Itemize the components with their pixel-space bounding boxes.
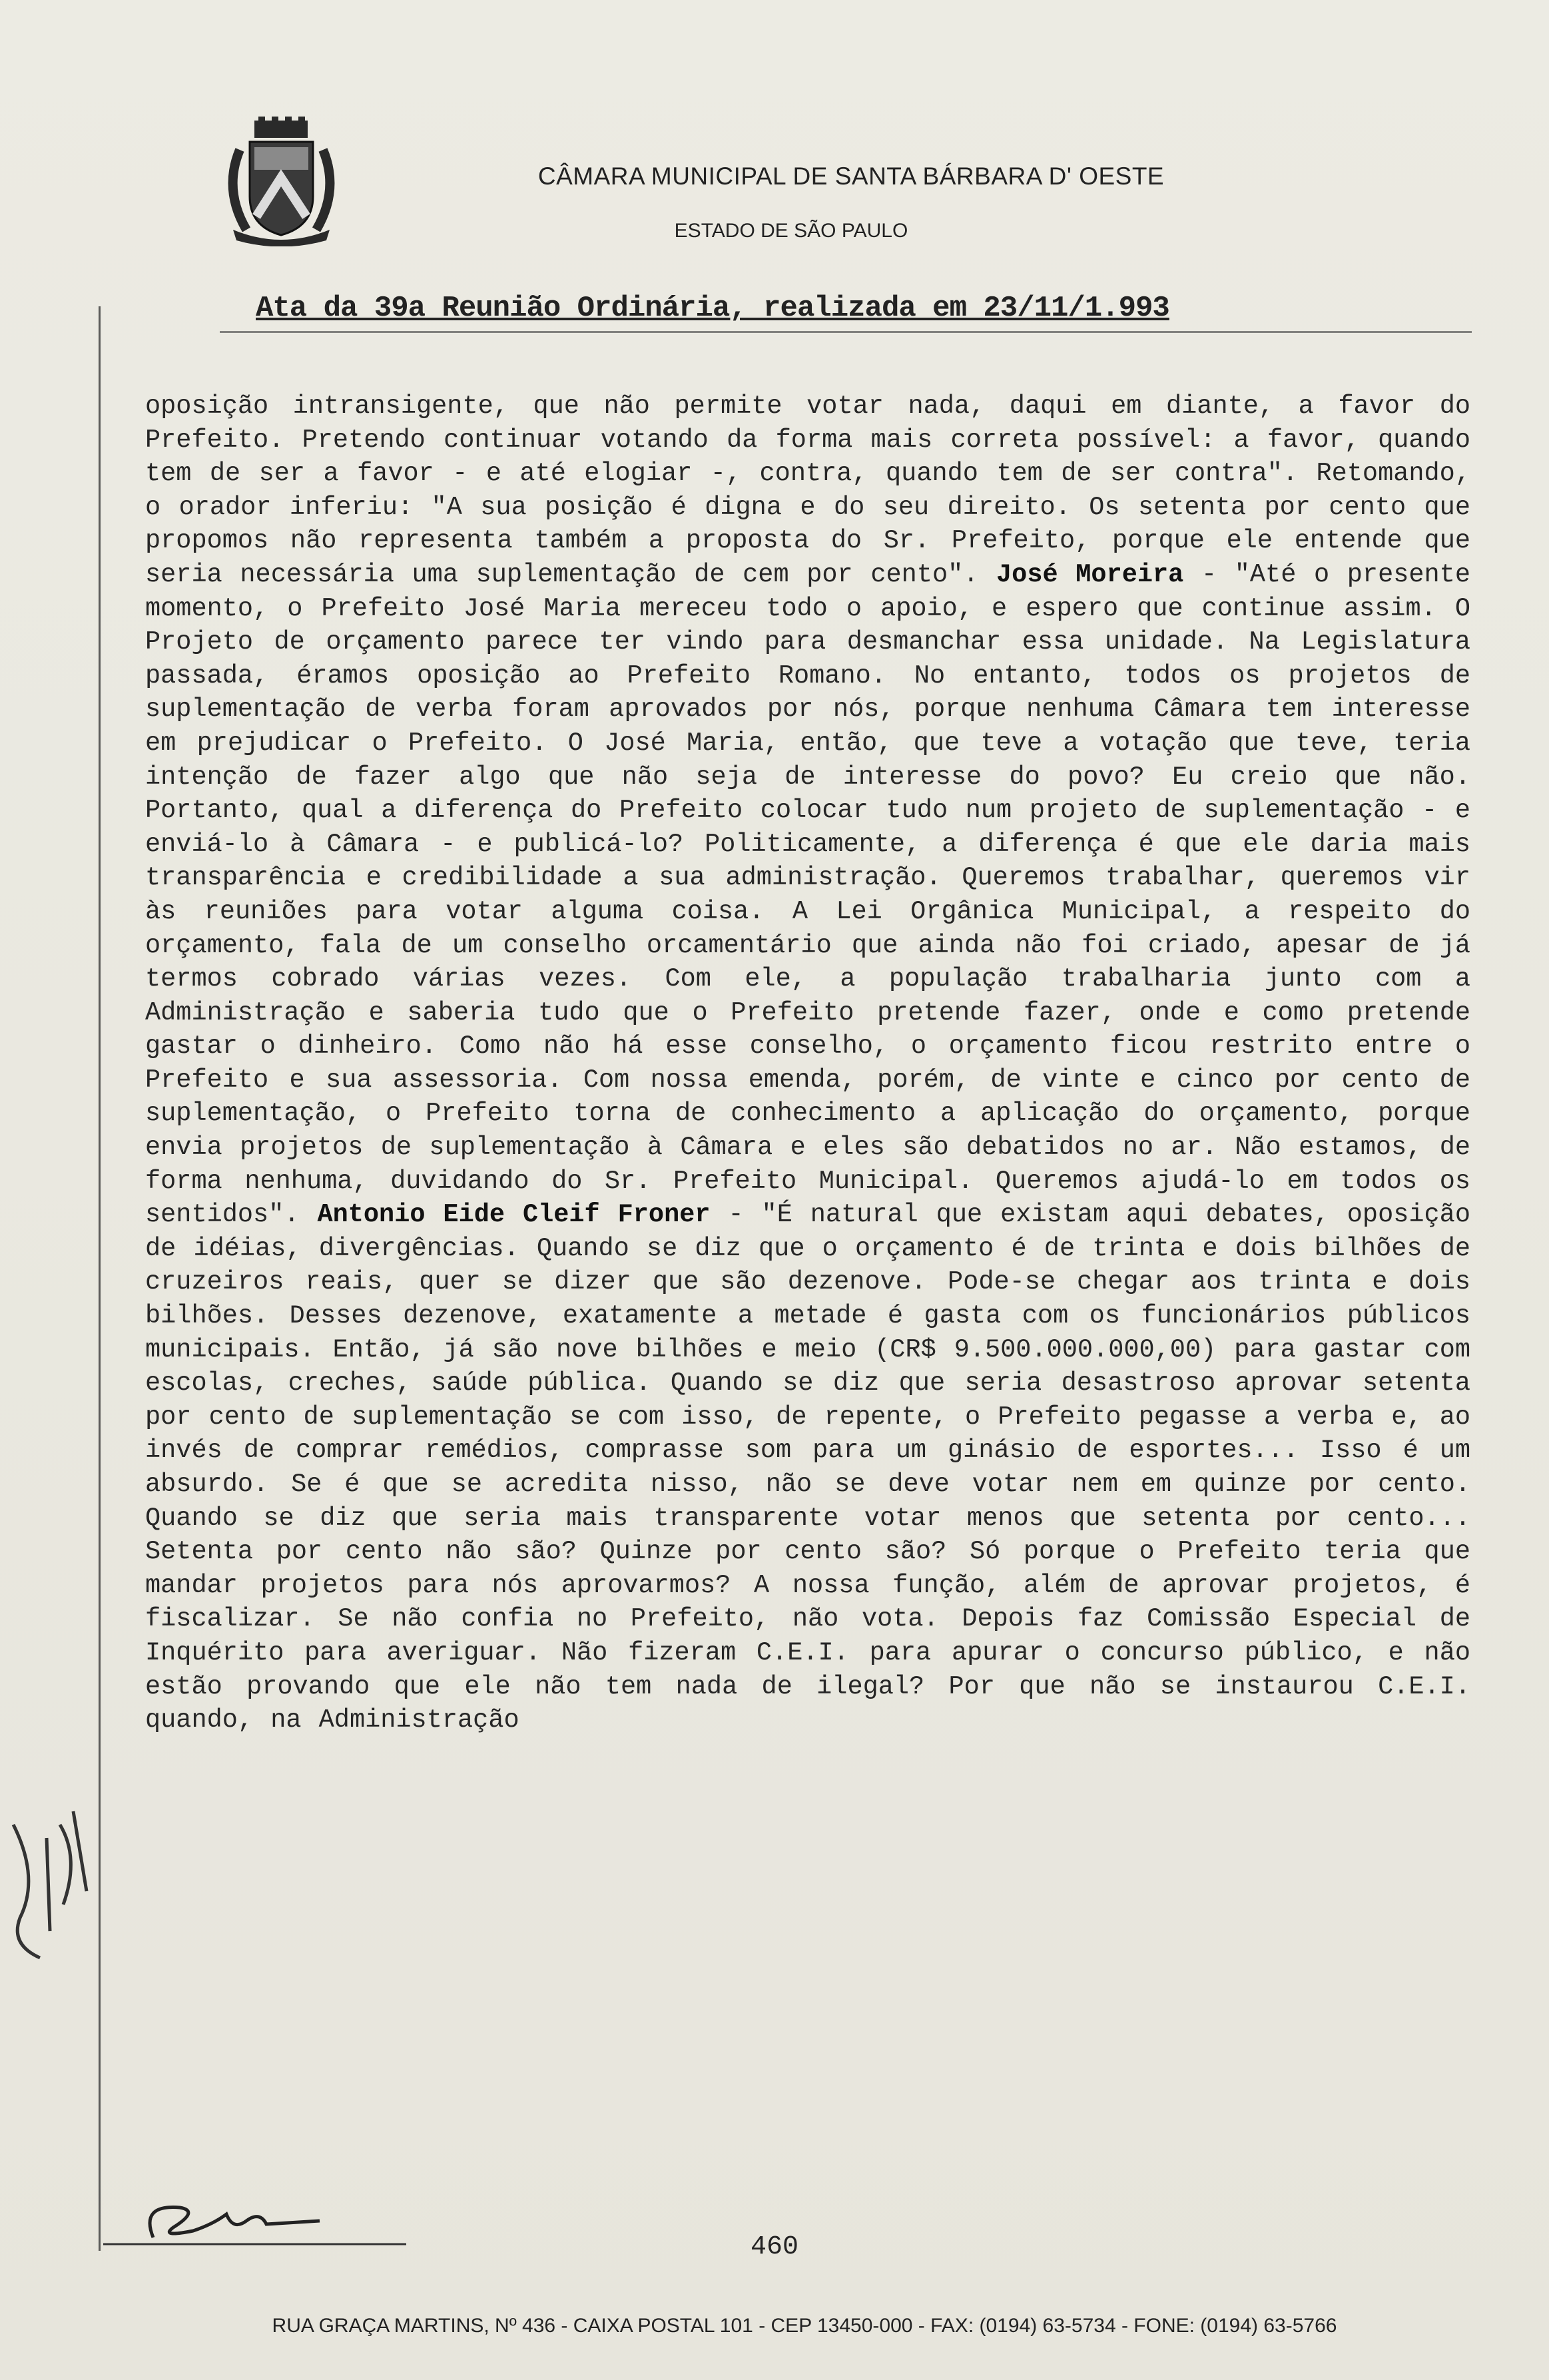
minutes-text: - "É natural que existam aqui debates, oposição de idéias, divergências. Quando se diz que o orçamento é de trinta e dois bilhões de cruzeiros reais, quer se dizer que são dezenove. Pode-se chegar aos trinta e dois bilhões. Desses dezenove, exatamente a metade é gasta com os funcionários públicos municipais. Então, já são nove bilhões e meio (CR$ 9.500.000.000,00) para gastar com escolas, creches, saúde pública. Quando se diz que seria desastroso aprovar setenta por cento de suplementação se com isso, de repente, o Prefeito pegasse a verba e, ao invés de comprar remédios, comprasse som para um ginásio de esportes... Isso é um absurdo. Se é que se acredita nisso, não se deve votar nem em quinze por cento. Quando se diz que seria mais transparente votar menos que setenta por cento... Setenta por cento não são? Quinze por cento são? Só porque o Prefeito teria que mandar projetos para nós aprovarmos? A nossa função, além de aprovar projetos, é fiscalizar. Se não confia no Prefeito, não vota. Depois faz Comissão Especial de Inquérito para averiguar. Não fizeram C.E.I. para apurar o concurso público, e não estão provando que ele não tem nada de ilegal? Por que não se instaurou C.E.I. quando, na Administração — [145, 1200, 1470, 1735]
footer-address: RUA GRAÇA MARTINS, Nº 436 - CAIXA POSTAL 101 - CEP 13450-000 - FAX: (0194) 63-5734 - FONE: (0194) 63-5766 — [272, 2315, 1337, 2337]
speaker-name: Antonio Eide Cleif Froner — [317, 1200, 711, 1230]
minutes-body — [145, 390, 1470, 1737]
document-title: Ata da 39a Reunião Ordinária, realizada em 23/11/1.993 — [256, 292, 1169, 325]
minutes-text: oposição intransigente, que não permite votar nada, daqui em diante, a favor do Prefeito. Pretendo continuar votando da forma mais correta possível: a favor, quando tem de ser a favor - e até elogiar -, contra, quando tem de ser contra". Retomando, o orador inferiu: "A sua posição é digna e do seu direito. Os setenta por cento que propomos não representa também a proposta do Sr. Prefeito, porque ele entende que seria necessária uma suplementação de cem por cento". — [145, 392, 1470, 589]
state-name: ESTADO DE SÃO PAULO — [674, 220, 908, 242]
speaker-name: José Moreira — [996, 559, 1184, 589]
title-rule — [220, 331, 1472, 333]
organization-name: CÂMARA MUNICIPAL DE SANTA BÁRBARA D' OESTE — [537, 162, 1165, 190]
minutes-text: - "Até o presente momento, o Prefeito José Maria mereceu todo o apoio, e espero que continue assim. O Projeto de orçamento parece ter vindo para desmanchar essa unidade. Na Legislatura passada, éramos oposição ao Prefeito Romano. No entanto, todos os projetos de suplementação de verba foram aprovados por nós, porque nenhuma Câmara tem interesse em prejudicar o Prefeito. O José Maria, então, que teve a votação que teve, teria intenção de fazer algo que não seja de interesse do povo? Eu creio que não. Portanto, qual a diferença do Prefeito colocar tudo num projeto de suplementação - e enviá-lo à Câmara - e publicá-lo? Politicamente, a diferença é que ele daria mais transparência e credibilidade a sua administração. Queremos trabalhar, queremos vir às reuniões para votar alguma coisa. A Lei Orgânica Municipal, a respeito do orçamento, fala de um conselho orcamentário que ainda não foi criado, apesar de já termos cobrado várias vezes. Com ele, a população trabalharia junto com a Administração e saberia tudo que o Prefeito pretende fazer, onde e como pretende gastar o dinheiro. Como não há esse conselho, o orçamento ficou restrito entre o Prefeito e sua assessoria. Com nossa emenda, porém, de vinte e cinco por cento de suplementação, o Prefeito torna de conhecimento a aplicação do orçamento, porque envia projetos de suplementação à Câmara e eles são debatidos no ar. Não estamos, de forma nenhuma, duvidando do Sr. Prefeito Municipal. Queremos ajudá-lo em todos os sentidos". — [145, 559, 1470, 1230]
page-number: 460 — [750, 2232, 798, 2262]
handwritten-initials — [0, 1798, 100, 1998]
